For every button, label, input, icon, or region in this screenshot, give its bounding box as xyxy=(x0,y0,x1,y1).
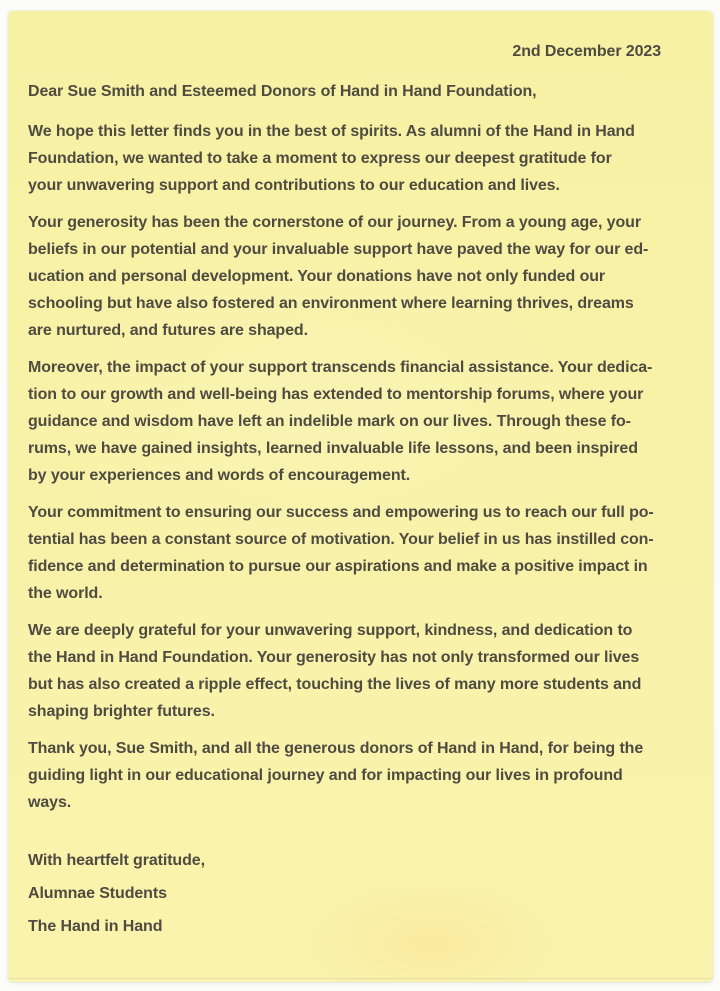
paragraph xyxy=(28,209,661,344)
closing-line: With heartfelt gratitude, xyxy=(28,852,205,869)
letter-line: the world. xyxy=(28,585,103,602)
letter-line: guiding light in our educational journey and for impacting our lives in profound xyxy=(28,767,623,784)
letter-line: Thank you, Sue Smith, and all the generous donors of Hand in Hand, for being the xyxy=(28,740,644,757)
letter-line: fidence and determination to pursue our aspirations and make a positive impact in xyxy=(28,558,648,575)
letter-line: tential has been a constant source of motivation. Your belief in us has instilled con- xyxy=(28,531,654,548)
letter-line: guidance and wisdom have left an indelible mark on our lives. Through these fo- xyxy=(28,413,631,430)
letter-line: Moreover, the impact of your support transcends financial assistance. Your dedica- xyxy=(28,359,653,376)
letter-line: Foundation, we wanted to take a moment to express our deepest gratitude for xyxy=(28,150,612,167)
paragraph xyxy=(28,735,661,816)
closing-line: Alumnae Students xyxy=(28,885,167,902)
paragraph xyxy=(28,118,661,199)
paragraph xyxy=(28,354,661,489)
letter-content xyxy=(28,38,661,946)
letter-line: Your commitment to ensuring our success and empowering us to reach our full po- xyxy=(28,504,654,521)
letter-line: ways. xyxy=(28,794,72,811)
letter-page xyxy=(8,11,713,982)
closing-block xyxy=(28,847,661,940)
letter-date: 2nd December 2023 xyxy=(512,43,661,60)
paragraph xyxy=(28,617,661,725)
paragraph xyxy=(28,499,661,607)
letter-line: but has also created a ripple effect, touching the lives of many more students and xyxy=(28,676,642,693)
letter-line: are nurtured, and futures are shaped. xyxy=(28,322,308,339)
scan-edge-shadow xyxy=(8,978,713,979)
letter-line: rums, we have gained insights, learned invaluable life lessons, and been inspired xyxy=(28,440,638,457)
letter-line: Your generosity has been the cornerstone of our journey. From a young age, your xyxy=(28,214,641,231)
letter-line: tion to our growth and well-being has extended to mentorship forums, where your xyxy=(28,386,644,403)
letter-line: beliefs in our potential and your invaluable support have paved the way for our ed- xyxy=(28,241,649,258)
letter-line: the Hand in Hand Foundation. Your generosity has not only transformed our lives xyxy=(28,649,640,666)
letter-line: schooling but have also fostered an environment where learning thrives, dreams xyxy=(28,295,634,312)
letter-line: We hope this letter finds you in the best of spirits. As alumni of the Hand in Hand xyxy=(28,123,635,140)
letter-line: ucation and personal development. Your donations have not only funded our xyxy=(28,268,606,285)
closing-line: The Hand in Hand xyxy=(28,918,163,935)
letter-line: shaping brighter futures. xyxy=(28,703,215,720)
letter-body xyxy=(28,118,661,816)
letter-line: your unwavering support and contributions to our education and lives. xyxy=(28,177,560,194)
letter-line: We are deeply grateful for your unwavering support, kindness, and dedication to xyxy=(28,622,633,639)
letter-line: by your experiences and words of encouragement. xyxy=(28,467,411,484)
salutation: Dear Sue Smith and Esteemed Donors of Hand in Hand Foundation, xyxy=(28,83,537,100)
